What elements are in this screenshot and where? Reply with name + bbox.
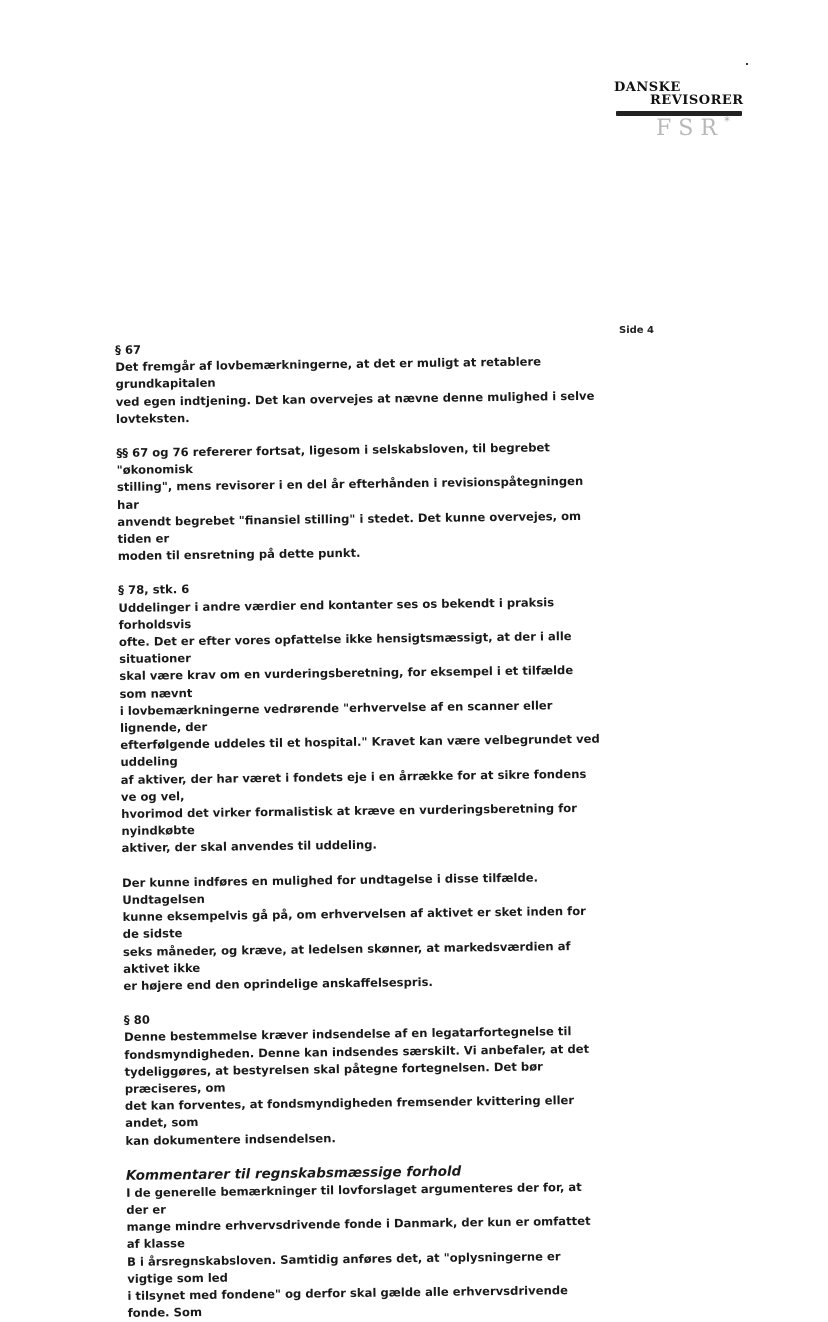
logo-line-revisorer: REVISORER xyxy=(650,93,744,108)
logo-fsr-mark: FSR xyxy=(656,116,724,141)
section-heading: Kommentarer til regnskabsmæssige forhold xyxy=(125,1163,462,1184)
paragraph-80: § 80 Denne bestemmelse kræver indsendelse af en legatarfortegnelse til fondsmyndigheden. Denne kan indsendes særskilt. Vi anbefaler, at det tydeliggøres, at bestyrelsen skal påtegne fortegnelsen. Det bør præciseres, om det kan forventes, at fondsmyndigheden fremsender kvittering eller andet, som kan dokumentere indsendelsen. xyxy=(123,1012,590,1148)
paragraph-67-76: §§ 67 og 76 refererer fortsat, ligesom i selskabsloven, til begrebet "økonomisk stilling", mens revisorer i en del år efterhånden i revisionspåtegningen har anvendt begrebet "finansiel stilling" i stedet. Det kunne overvejes, om tiden er moden til ensretning på dette punkt. xyxy=(116,440,584,564)
page-number: Side 4 xyxy=(619,325,655,336)
paragraph-undtagelse: Der kunne indføres en mulighed for undtagelse i disse tilfælde. Undtagelsen kunne eksempelvis gå på, om erhvervelsen af aktivet er sket inden for de sidste seks måneder, og kræve, at ledelsen skønner, at markedsværdien af aktivet ikke er højere end den oprindelige anskaffelsespris. xyxy=(121,870,586,993)
paragraph-regnskab: I de generelle bemærkninger til lovforslaget argumenteres der for, at der er mange mindre erhvervsdrivende fonde i Danmark, der kun er omfattet af klasse B i årsregnskabsloven. Samtidig anføres det, at "oplysningerne er vigtige som led i tilsynet med fondene" og derfor skal gælde alle erhvervsdrivende fonde. Som xyxy=(126,1179,591,1321)
document-body xyxy=(115,336,608,1322)
logo-star: * xyxy=(724,114,730,128)
logo-line-danske: DANSKE xyxy=(614,80,681,95)
paragraph-67: § 67 Det fremgår af lovbemærkningerne, at det er muligt at retablere grundkapitalen ved egen indtjening. Det kan overvejes at nævne denne mulighed i selve lovteksten. xyxy=(115,342,595,426)
scan-speck xyxy=(746,63,748,65)
paragraph-78: § 78, stk. 6 Uddelinger i andre værdier end kontanter ses os bekendt i praksis forholdsvis ofte. Det er efter vores opfattelse ikke hensigtsmæssigt, at der i alle situationer skal være krav om en vurderingsberetning, for eksempel i et tilfælde som nævnt i lovbemærkningerne vedrørende "erhvervelse af en scanner eller lignende, der efterfølgende uddeles til et hospital." Kravet kan være velbegrundet ved uddeling af aktiver, der har været i fondets eje i en årrække for at sikre fondens ve og vel, hvorimod det virker formalistisk at kræve en vurderingsberetning for nyindkøbte aktiver, der skal anvendes til uddeling. xyxy=(118,582,600,856)
fsr-logo xyxy=(612,80,762,142)
